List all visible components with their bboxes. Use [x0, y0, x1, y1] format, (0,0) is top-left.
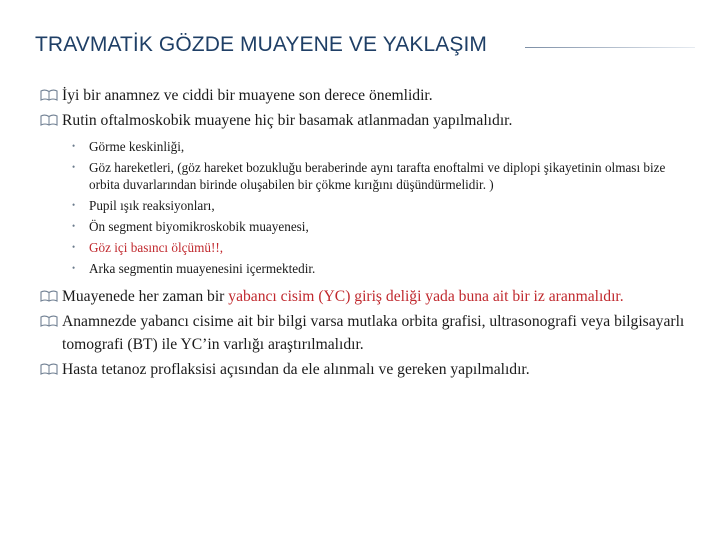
sub-bullet-text: Görme keskinliği, [89, 139, 185, 154]
sub-bullet-item-highlighted [40, 239, 690, 256]
title-underline [525, 47, 695, 48]
dot-icon: • [72, 242, 76, 252]
sub-bullet-text: Göz hareketleri, (göz hareket bozukluğu beraberinde aynı tarafta enoftalmi ve diplopi şikayetinin olması bize orbita duvarlarından birinde oluşabilen bir çökme kırığını düşündürmelidir. ) [89, 160, 666, 192]
bullet-item [40, 285, 690, 308]
sub-bullet-text: Pupil ışık reaksiyonları, [89, 198, 215, 213]
bullet-text: Hasta tetanoz proflaksisi açısından da ele alınmalı ve gereken yapılmalıdır. [62, 361, 530, 378]
sub-bullet-text: Ön segment biyomikroskobik muayenesi, [89, 219, 309, 234]
book-icon [40, 363, 58, 375]
book-icon [40, 89, 58, 101]
dot-icon: • [72, 162, 76, 172]
sub-bullet-text: Arka segmentin muayenesini içermektedir. [89, 261, 316, 276]
sub-bullet-item [40, 138, 690, 155]
sub-bullet-item [40, 197, 690, 214]
sub-bullet-item [40, 218, 690, 235]
highlighted-text: aranmalıdır. [548, 288, 624, 305]
dot-icon: • [72, 263, 76, 273]
sub-bullet-text: Göz içi basıncı ölçümü!!, [89, 240, 224, 255]
sub-bullet-item [40, 159, 690, 193]
book-icon [40, 315, 58, 327]
bullet-item [40, 109, 690, 132]
dot-icon: • [72, 200, 76, 210]
bullet-text: İyi bir anamnez ve ciddi bir muayene son derece önemlidir. [62, 87, 433, 104]
slide-title: TRAVMATİK GÖZDE MUAYENE VE YAKLAŞIM [35, 33, 487, 56]
book-icon [40, 114, 58, 126]
bullet-text: Anamnezde yabancı cisime ait bir bilgi varsa mutlaka orbita grafisi, ultrasonografi veya bilgisayarlı tomografi (BT) ile YC’in varlığı araştırılmalıdır. [62, 313, 685, 353]
sub-bullet-item [40, 260, 690, 277]
dot-icon: • [72, 221, 76, 231]
slide-content [40, 84, 690, 381]
bullet-item [40, 84, 690, 107]
bullet-text: Muayenede her zaman bir [62, 288, 229, 305]
book-icon [40, 290, 58, 302]
bullet-item [40, 310, 690, 356]
dot-icon: • [72, 141, 76, 151]
sub-bullet-list [40, 138, 690, 277]
bullet-text: Rutin oftalmoskobik muayene hiç bir basamak atlanmadan yapılmalıdır. [62, 112, 513, 129]
highlighted-text: yabancı cisim (YC) giriş deliği yada buna ait bir iz [228, 288, 545, 305]
bullet-item [40, 358, 690, 381]
